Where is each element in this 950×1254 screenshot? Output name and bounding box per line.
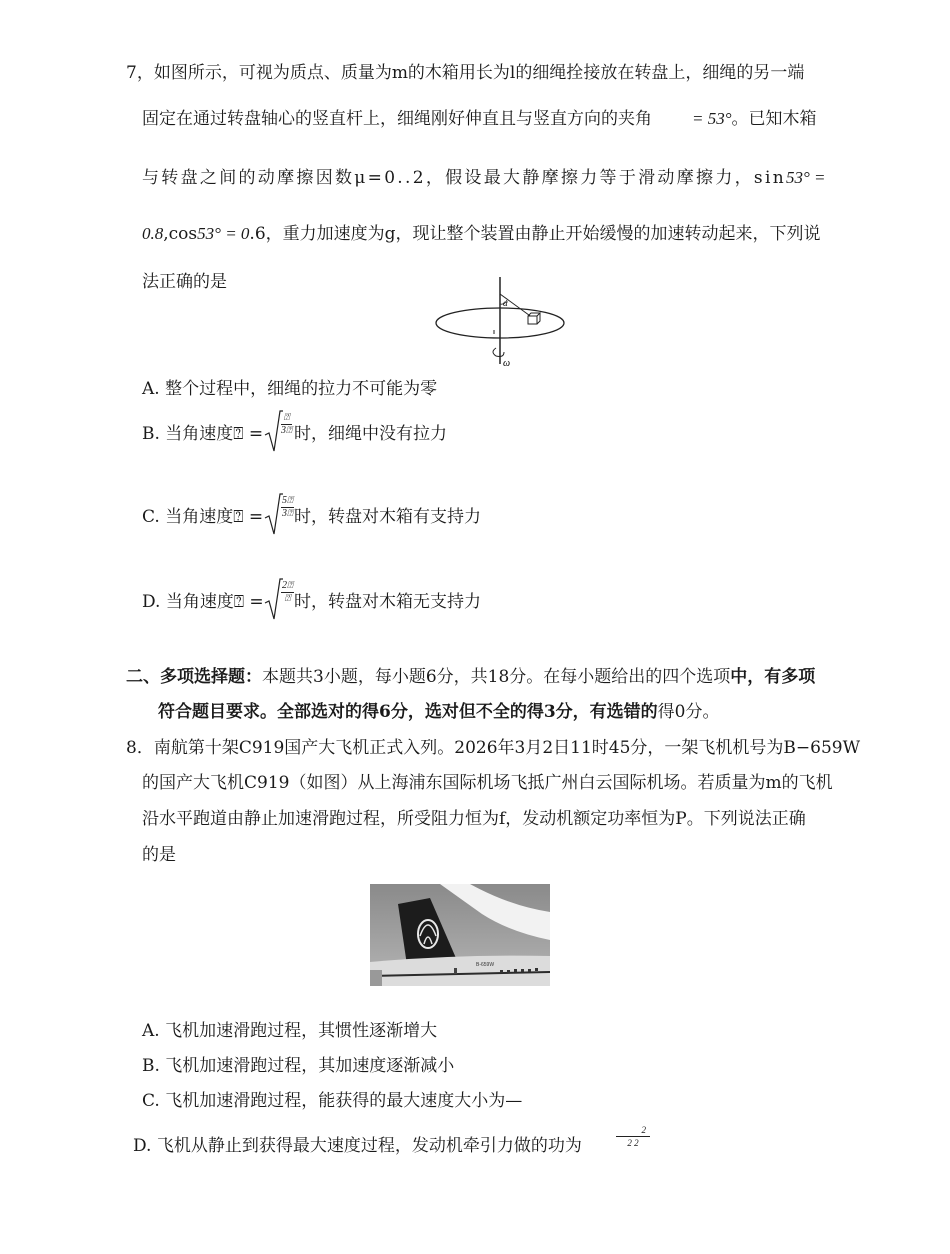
sqrt-symbol-c: [263, 492, 283, 536]
q7-line-2: [142, 104, 817, 129]
q7-option-c-fraction: [281, 495, 294, 520]
section2-title: 二、多项选择题：: [126, 667, 262, 687]
rotation-arrow: [493, 348, 504, 357]
q7-cos-label: ,cos: [163, 224, 198, 244]
q7-line-4-text: .6，重力加速度为g，现让整个装置由静止开始缓慢的加速转动起来，下列说: [249, 224, 821, 244]
q7-option-c-tail: 时，转盘对木箱有支持力: [294, 507, 481, 527]
section2-scoring-tail: 得0分。: [657, 702, 720, 722]
q8-line-4: 的是: [142, 845, 176, 865]
q7-c-denominator: 3⍰: [282, 508, 293, 519]
q8-option-d-fraction: [616, 1124, 650, 1149]
q7-d-numerator: 2⍰: [282, 580, 293, 591]
q7-line-2-text: 固定在通过转盘轴心的竖直杆上，细绳刚好伸直且与竖直方向的夹角: [142, 109, 652, 129]
sqrt-symbol-b: [263, 409, 283, 453]
q7-option-b-fraction: [281, 412, 292, 437]
q7-option-d-tail: 时，转盘对木箱无支持力: [294, 592, 481, 612]
q7-d-denominator: ⍰: [284, 593, 291, 604]
q7-b-numerator: ⍰: [281, 412, 292, 425]
q7-line-3-text: 与转盘之间的动摩擦因数μ=0..2，假设最大静摩擦力等于滑动摩擦力，sin: [142, 168, 786, 188]
q8-option-d: D. 飞机从静止到获得最大速度过程，发动机牵引力做的功为: [133, 1136, 582, 1156]
q7-line-5: 法正确的是: [142, 272, 227, 292]
q7-angle-value: = 53°: [692, 109, 732, 128]
q8-option-b: B. 飞机加速滑跑过程，其加速度逐渐减小: [142, 1056, 455, 1076]
q7-sin-result: 0.8: [142, 224, 164, 243]
q7-option-c-label: C. 当角速度⍰ =: [142, 507, 264, 527]
q7-cos-value: 53° = 0: [197, 224, 250, 243]
alpha-label: α: [503, 298, 508, 308]
q7-sin-value: 53° =: [785, 168, 826, 187]
q7-option-d: [142, 587, 264, 612]
section2-description-bold: 中，有多项: [730, 667, 816, 687]
registration-text: B-659W: [476, 962, 495, 968]
box-icon: [528, 313, 540, 324]
turntable-figure: [430, 272, 570, 372]
q7-c-numerator: 5⍰: [282, 495, 293, 506]
section2-scoring-bold: 符合题目要求。全部选对的得6分，选对但不全的得3分，有选错的: [158, 702, 658, 722]
q7-b-denominator: 3⍰: [281, 425, 292, 436]
q8-line-1: 8．南航第十架C919国产大飞机正式入列。2026年3月2日11时45分，一架飞机机号为B−659W: [126, 738, 861, 758]
q7-option-d-label: D. 当角速度⍰ =: [142, 592, 264, 612]
q7-option-d-fraction: [281, 580, 294, 605]
section2-line-2: [158, 697, 719, 722]
q8-option-c: C. 飞机加速滑跑过程，能获得的最大速度大小为—: [142, 1091, 523, 1111]
q8-option-a: A. 飞机加速滑跑过程，其惯性逐渐增大: [142, 1021, 438, 1041]
q8-d-numerator: 2: [616, 1124, 650, 1137]
q7-line-2-tail: 。已知木箱: [731, 109, 817, 129]
q7-option-c: [142, 502, 263, 527]
sqrt-symbol-d: [263, 577, 283, 621]
q8-line-3: 沿水平跑道由静止加速滑跑过程，所受阻力恒为f，发动机额定功率恒为P。下列说法正确: [142, 809, 806, 829]
section2-description: 本题共3小题，每小题6分，共18分。在每小题给出的四个选项: [262, 667, 731, 687]
q7-line-3: [142, 163, 825, 188]
q7-line-1: 7，如图所示，可视为质点、质量为m的木箱用长为l的细绳拴接放在转盘上，细绳的另一端: [126, 63, 805, 83]
q7-line-4: [142, 219, 821, 244]
airplane-tail-photo: [370, 884, 550, 986]
q7-option-b: [142, 419, 263, 444]
omega-label: ω: [503, 358, 511, 369]
q8-line-2: 的国产大飞机C919（如图）从上海浦东国际机场飞抵广州白云国际机场。若质量为m的飞机: [142, 773, 833, 793]
section2-line-1: [126, 662, 815, 687]
q7-option-b-label: B. 当角速度⍰ =: [142, 424, 264, 444]
q8-d-denominator: 2 2: [627, 1138, 639, 1148]
q7-option-b-tail: 时，细绳中没有拉力: [294, 424, 447, 444]
q7-option-a: A. 整个过程中，细绳的拉力不可能为零: [142, 379, 438, 399]
